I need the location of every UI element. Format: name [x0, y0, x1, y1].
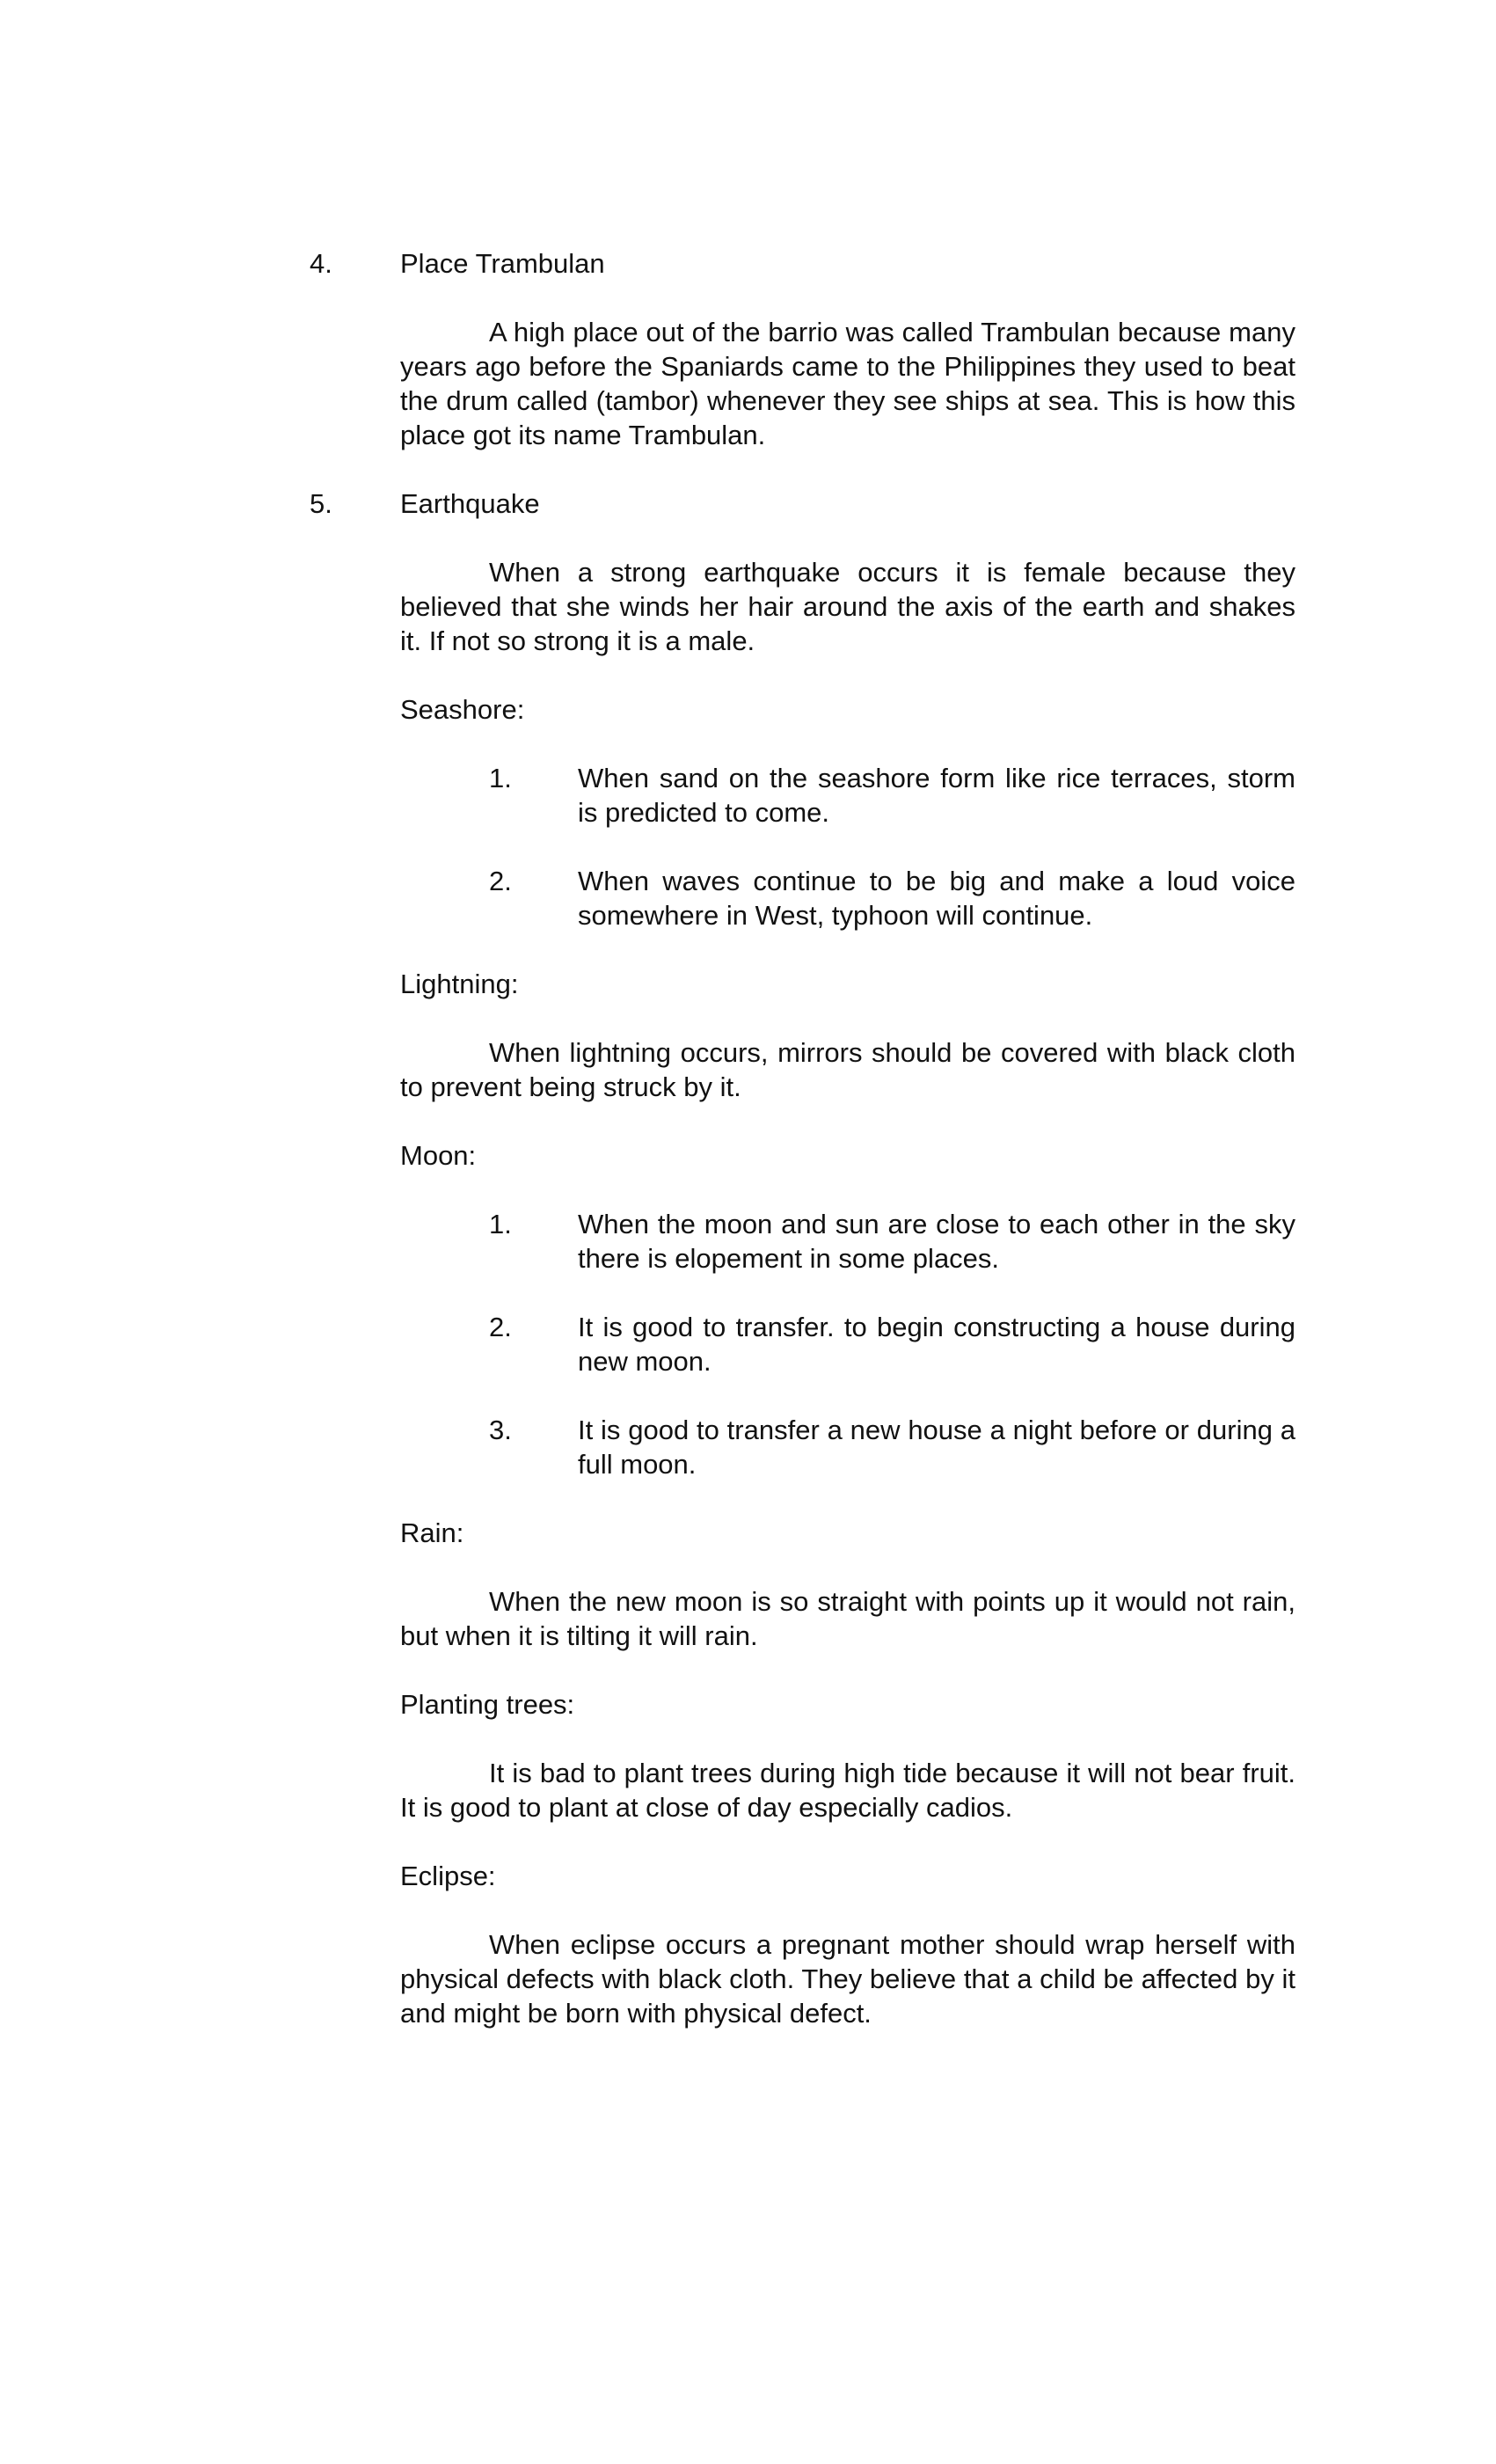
section-paragraph — [400, 555, 1295, 658]
section-paragraph — [400, 315, 1295, 452]
lightning-heading: Lightning: — [400, 969, 519, 999]
seashore-heading: Seashore: — [400, 694, 525, 725]
eclipse-paragraph — [400, 1927, 1295, 2030]
planting-heading: Planting trees: — [400, 1689, 575, 1720]
list-item: When waves continue to be big and make a loud voice somewhere in West, typhoon will continue. — [578, 866, 1295, 931]
list-item: When sand on the seashore form like rice terraces, storm is predicted to come. — [578, 763, 1295, 828]
section-title: Earthquake — [400, 488, 540, 519]
paragraph-text: When eclipse occurs a pregnant mother should wrap herself with physical defects with black cloth. They believe that a child be affected by it and might be born with physical defect. — [400, 1929, 1295, 2029]
paragraph-text: It is bad to plant trees during high tide because it will not bear fruit. It is good to plant at close of day especially cadios. — [400, 1758, 1295, 1823]
section-title: Place Trambulan — [400, 248, 605, 279]
list-item: When the moon and sun are close to each other in the sky there is elopement in some places. — [578, 1209, 1295, 1274]
list-item: It is good to transfer a new house a night before or during a full moon. — [578, 1415, 1295, 1480]
eclipse-heading: Eclipse: — [400, 1861, 496, 1891]
rain-paragraph — [400, 1584, 1295, 1653]
list-item-number: 3. — [489, 1415, 512, 1445]
planting-paragraph — [400, 1756, 1295, 1824]
list-item-number: 1. — [489, 763, 512, 793]
lightning-paragraph — [400, 1035, 1295, 1104]
rain-heading: Rain: — [400, 1517, 464, 1548]
list-item: It is good to transfer. to begin constructing a house during new moon. — [578, 1312, 1295, 1377]
paragraph-text: When the new moon is so straight with points up it would not rain, but when it is tilting it will rain. — [400, 1586, 1295, 1651]
moon-heading: Moon: — [400, 1140, 477, 1171]
section-number: 4. — [310, 248, 332, 279]
list-item-number: 1. — [489, 1209, 512, 1239]
paragraph-text: A high place out of the barrio was called Trambulan because many years ago before the Spaniards came to the Philippines they used to beat the drum called (tambor) whenever they see ships at sea. This is how this place got its name Trambulan. — [400, 317, 1295, 450]
list-item-number: 2. — [489, 1312, 512, 1342]
paragraph-text: When a strong earthquake occurs it is female because they believed that she winds her hair around the axis of the earth and shakes it. If not so strong it is a male. — [400, 557, 1295, 656]
section-number: 5. — [310, 488, 332, 519]
list-item-number: 2. — [489, 866, 512, 896]
paragraph-text: When lightning occurs, mirrors should be covered with black cloth to prevent being struck by it. — [400, 1037, 1295, 1102]
